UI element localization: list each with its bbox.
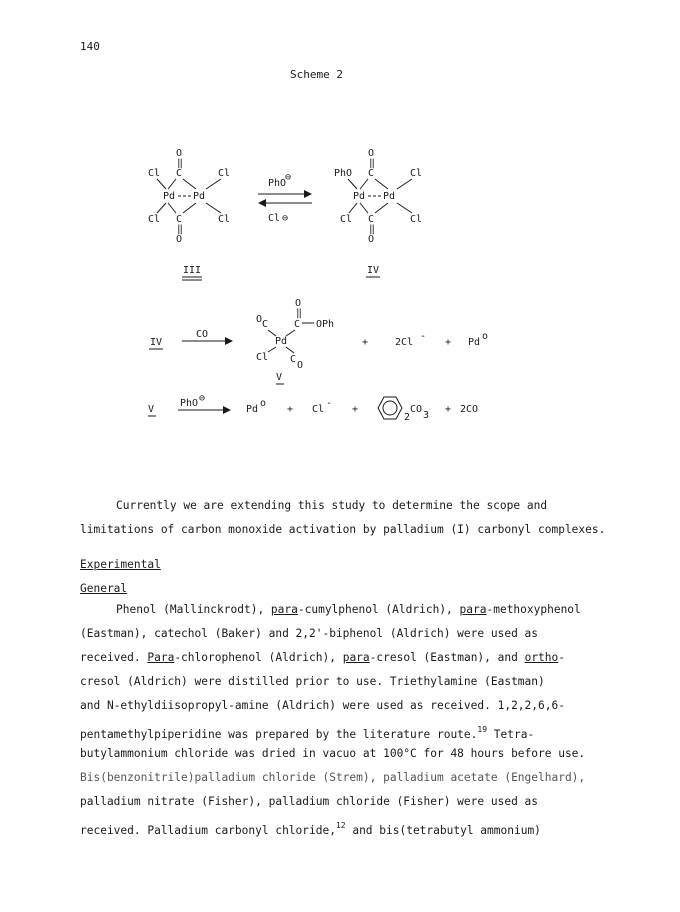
label-iv: IV: [367, 265, 380, 276]
reference-12: 12: [335, 821, 346, 830]
double-bond-mark: ‖: [369, 158, 376, 169]
reaction-iv-to-v: [149, 298, 488, 384]
atom-cl-br: Cl: [410, 214, 423, 225]
plus: +: [362, 337, 369, 348]
atom-o-top: O: [368, 148, 375, 159]
atom-cl-tr: Cl: [218, 168, 231, 179]
minus-circle: ⊖: [285, 172, 292, 183]
general-line-5: and N-ethyldiisopropyl-amine (Aldrich) were used as received. 1,2,2,6,6-: [80, 699, 565, 712]
atom-pd-left: Pd: [163, 191, 176, 202]
general-line-7: butylammonium chloride was dried in vacuo at 100°C for 48 hours before use.: [80, 747, 586, 760]
atom-c-right: C: [290, 354, 297, 365]
product-cl: Cl: [312, 404, 325, 415]
atom-cl-br: Cl: [218, 214, 231, 225]
atom-cl-bl: Cl: [148, 214, 161, 225]
reagent-pho-2: PhO: [180, 398, 199, 409]
atom-o: O: [295, 298, 302, 309]
superscript-minus: -: [420, 331, 427, 342]
atom-pho: PhO: [334, 168, 353, 179]
product-co3: CO: [410, 404, 423, 415]
subscript-3: 3: [423, 410, 430, 421]
compound-iii: [148, 148, 230, 280]
reagent-cl: Cl: [268, 213, 281, 224]
minus-circle: ⊖: [199, 393, 206, 404]
general-line-2: (Eastman), catechol (Baker) and 2,2'-biphenol (Aldrich) were used as: [80, 627, 539, 640]
double-bond-mark: ‖: [369, 224, 376, 235]
general-line-9: palladium nitrate (Fisher), palladium chloride (Fisher) were used as: [80, 795, 539, 808]
atom-c: C: [294, 319, 301, 330]
reference-19: 19: [477, 725, 488, 734]
atom-o-sup: O: [256, 314, 263, 325]
general-line-8: Bis(benzonitrile)palladium chloride (Strem), palladium acetate (Engelhard),: [80, 771, 586, 784]
compound-iv: [334, 148, 422, 277]
scheme-title: Scheme 2: [290, 68, 343, 81]
product-2co: 2CO: [460, 404, 479, 415]
product-pd: Pd: [246, 404, 259, 415]
label-v-2: V: [148, 404, 155, 415]
atom-cl-tr: Cl: [410, 168, 423, 179]
heading-experimental: Experimental: [80, 558, 161, 571]
atom-pd-right: Pd: [193, 191, 206, 202]
product-pd: Pd: [468, 337, 481, 348]
atom-o-top: O: [176, 148, 183, 159]
equilibrium-arrows: [258, 172, 312, 224]
atom-c-bottom: C: [176, 214, 183, 225]
superscript-zero: o: [482, 331, 489, 342]
heading-general: General: [80, 582, 128, 595]
general-line-6: pentamethylpiperidine was prepared by the literature route.$^{19}$ Tetra-: [80, 725, 535, 741]
atom-cl: Cl: [256, 352, 269, 363]
general-line-1: Phenol (Mallinckrodt), para-cumylphenol (Aldrich), para-methoxyphenol: [116, 603, 581, 616]
benzene-ring: [378, 397, 402, 419]
superscript-zero: o: [260, 398, 267, 409]
atom-c-top: C: [176, 168, 183, 179]
atom-oph: OPh: [316, 319, 335, 330]
atom-o-sub: O: [297, 360, 304, 371]
plus: +: [445, 404, 452, 415]
label-iv-2: IV: [150, 337, 163, 348]
minus-circle: ⊖: [282, 213, 289, 224]
atom-cl-tl: Cl: [148, 168, 161, 179]
subscript-2: 2: [404, 412, 411, 423]
atom-o-bottom: O: [176, 234, 183, 245]
atom-o-bottom: O: [368, 234, 375, 245]
label-iii: III: [183, 265, 202, 276]
reagent-co: CO: [196, 329, 209, 340]
atom-c-bottom: C: [368, 214, 375, 225]
superscript-minus: -: [326, 398, 333, 409]
general-line-3: received. Para-chlorophenol (Aldrich), para-cresol (Eastman), and ortho-: [80, 651, 566, 664]
general-line-10: received. Palladium carbonyl chloride,$^{12}$ and bis(tetrabutyl ammonium): [80, 821, 541, 837]
plus: +: [445, 337, 452, 348]
conclusion-line-1: Currently we are extending this study to determine the scope and: [116, 499, 548, 512]
label-v: V: [276, 372, 283, 383]
atom-pd-left: Pd: [353, 191, 366, 202]
atom-cl-bl: Cl: [340, 214, 353, 225]
reaction-v-decomposition: [148, 393, 478, 423]
double-bond-mark: ‖: [177, 224, 184, 235]
general-line-4: cresol (Aldrich) were distilled prior to use. Triethylamine (Eastman): [80, 675, 545, 688]
atom-pd: Pd: [275, 336, 288, 347]
double-bond-mark: ‖: [177, 158, 184, 169]
reagent-pho: PhO: [268, 178, 287, 189]
product-2cl: 2Cl: [395, 337, 414, 348]
conclusion-line-2: limitations of carbon monoxide activation by palladium (I) carbonyl complexes.: [80, 523, 606, 536]
double-bond-mark: ‖: [296, 308, 303, 319]
page-number: 140: [80, 40, 100, 53]
plus: +: [287, 404, 294, 415]
atom-c-left: C: [262, 319, 269, 330]
plus: +: [352, 404, 359, 415]
atom-pd-right: Pd: [383, 191, 396, 202]
atom-c-top: C: [368, 168, 375, 179]
